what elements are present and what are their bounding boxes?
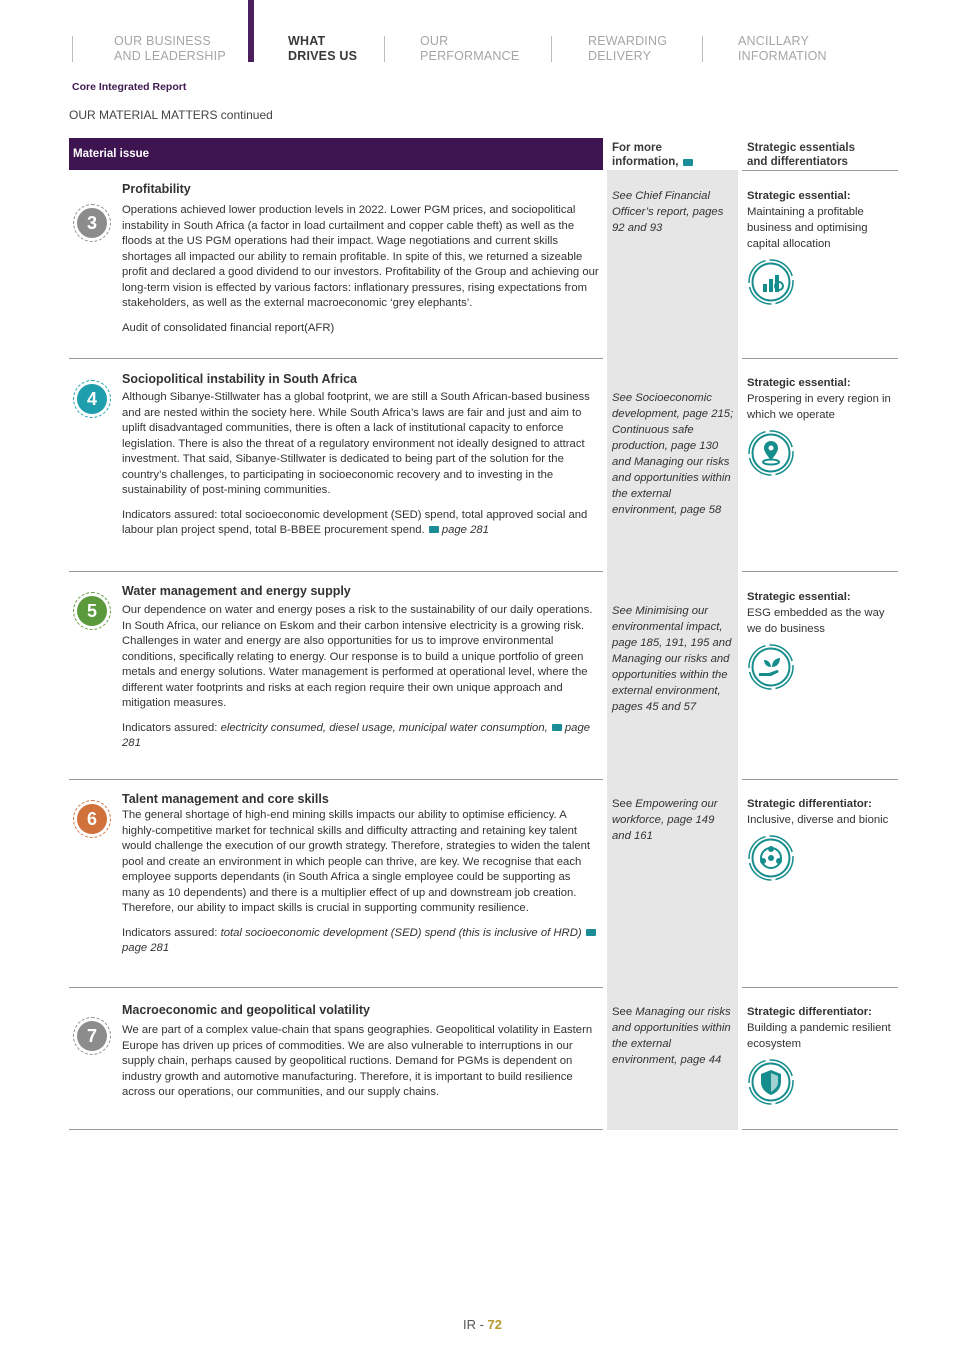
strategic-cell: [747, 796, 899, 887]
header-text: For more information,: [612, 142, 679, 168]
issue-title: Water management and energy supply: [122, 584, 351, 598]
nav-line: REWARDING: [588, 34, 668, 48]
header-text: and differentiators: [747, 156, 848, 168]
issue-number: 4: [77, 384, 107, 414]
divider: [69, 1129, 603, 1130]
folder-icon: [552, 724, 562, 731]
divider: [742, 1129, 898, 1130]
issue-number-badge: [73, 1017, 111, 1055]
nav-line: INFORMATION: [738, 49, 827, 63]
chart-growth-icon: [747, 252, 899, 311]
nav-line: AND LEADERSHIP: [114, 49, 226, 63]
active-nav-indicator: [248, 0, 254, 62]
material-issue-row: [69, 780, 898, 988]
section-label: Core Integrated Report: [72, 81, 187, 93]
hand-plant-icon: [747, 637, 899, 696]
issue-title: Profitability: [122, 182, 191, 196]
strategic-label: Strategic essential:: [747, 591, 851, 603]
nav-divider: [72, 36, 73, 62]
issue-description: [122, 203, 600, 345]
shield-icon: [747, 1052, 899, 1111]
page-reference-link[interactable]: page 281: [122, 721, 591, 749]
issue-title: Talent management and core skills: [122, 792, 329, 806]
material-issue-row: [69, 170, 898, 359]
issue-title: Macroeconomic and geopolitical volatility: [122, 1003, 370, 1017]
nav-line: WHAT: [288, 34, 326, 48]
issue-number-badge: [73, 800, 111, 838]
indicators: [122, 721, 600, 752]
nav-line: PERFORMANCE: [420, 49, 520, 63]
header-more-info: [612, 141, 722, 169]
reference-text: See Minimising our environmental impact, page 185, 191, 195 and Managing our risks and opportunities within the external environment, pages 45 and 57: [612, 605, 732, 713]
header-text: Strategic essentials: [747, 142, 856, 154]
page-number: [0, 1317, 965, 1332]
strategic-text: Maintaining a profitable business and optimising capital allocation: [747, 206, 868, 250]
issue-body: Although Sibanye-Stillwater has a global footprint, we are still a South African-based business and are nested within the society here. While South Africa’s laws are fair and just and aim to uplift disadvantaged communities, there is often a lack of institutional capacity to enforce legislation. There is also the threat of a regulatory environment not ideally designed to attract investment. That said, Sibanye-Stillwater is dedicated to being part of the solution for the country’s challenges, to participating in socioeconomic recovery and to investing in the sustainability of post-mining communities.: [122, 391, 590, 496]
indicators-label: Audit of consolidated financial report(AFR): [122, 321, 335, 334]
indicators: [122, 321, 600, 337]
issue-number: 7: [77, 1021, 107, 1051]
issue-title: Sociopolitical instability in South Africa: [122, 372, 357, 386]
strategic-label: Strategic differentiator:: [747, 1006, 872, 1018]
nav-line: DELIVERY: [588, 49, 652, 63]
page-prefix: IR -: [462, 1317, 488, 1332]
reference-text: Empowering our workforce, page 149 and 161: [612, 798, 718, 842]
folder-icon: [429, 526, 439, 533]
issue-description: [122, 603, 600, 761]
issue-number: 6: [77, 804, 107, 834]
strategic-label: Strategic essential:: [747, 190, 851, 202]
nav-our-business[interactable]: [114, 34, 226, 64]
more-info-reference[interactable]: [612, 603, 736, 715]
page-reference-link[interactable]: page 281: [122, 942, 170, 954]
reference-prefix: See: [612, 798, 636, 810]
indicators-list: total socioeconomic development (SED) spend (this is inclusive of HRD): [220, 926, 582, 939]
strategic-text: Inclusive, diverse and bionic: [747, 814, 889, 826]
material-issue-row: [69, 572, 898, 780]
nav-rewarding-delivery[interactable]: [588, 34, 667, 64]
page-reference-link[interactable]: page 281: [441, 524, 489, 536]
nav-divider: [702, 36, 703, 62]
nav-line: OUR BUSINESS: [114, 34, 211, 48]
reference-text: See Chief Financial Officer’s report, pages 92 and 93: [612, 190, 724, 234]
nav-line: DRIVES US: [288, 49, 358, 63]
strategic-cell: [747, 1004, 899, 1111]
folder-icon: [586, 929, 596, 936]
issue-number: 3: [77, 208, 107, 238]
indicators-list: electricity consumed, diesel usage, municipal water consumption,: [220, 721, 548, 734]
issue-body: Operations achieved lower production levels in 2022. Lower PGM prices, and sociopolitical instability in South Africa (a factor in load curtailment and copper cable theft) as well as the floods at the US PGM operations had their impact. Wage negotiations and current skills shortages all impacted our ability to remain profitable. In spite of this, we returned a sizeable profit and declared a good dividend to our investors. Profitability of the Group and achieving our long-term vision is effected by various factors: inflationary pressures, rising expectations from stakeholders, as well as the external macroeconomic ‘grey elephants’.: [122, 204, 599, 309]
reference-text: See Socioeconomic development, page 215; Continuous safe production, page 130 and Managing our risks and opportunities within the external environment, page 58: [612, 392, 734, 516]
material-issue-row: [69, 988, 898, 1130]
issue-body: Our dependence on water and energy poses a risk to the sustainability of our daily operations. In South Africa, our reliance on Eskom and their carbon intensive electricity is a growing risk. Challenges in water and energy are also opportunities for us to improve environmental conditions, specifically relating to energy. Our response is to build a unique portfolio of green metals and energy solutions. Water management is performed at operational level, where the different water footprints and risks at each region require their own unique approach and mitigation measures.: [122, 604, 593, 709]
issue-description: [122, 808, 600, 966]
strategic-cell: [747, 188, 899, 311]
material-issue-row: [69, 359, 898, 572]
strategic-label: Strategic essential:: [747, 377, 851, 389]
indicators-label: Indicators assured: total socioeconomic development (SED) spend, total approved social and labour plan project spend, total B-BBEE procurement spend.: [122, 508, 588, 536]
nav-divider: [384, 36, 385, 62]
strategic-label: Strategic differentiator:: [747, 798, 872, 810]
nav-line: OUR: [420, 34, 449, 48]
header-material-issue: Material issue: [69, 138, 603, 170]
issue-description: [122, 1023, 600, 1110]
reference-text: Managing our risks and opportunities within the external environment, page 44: [612, 1006, 731, 1066]
more-info-reference[interactable]: [612, 390, 736, 518]
strategic-text: Prospering in every region in which we operate: [747, 393, 891, 421]
nav-what-drives-us[interactable]: [288, 34, 357, 64]
indicators-label: Indicators assured:: [122, 926, 221, 939]
header-strategic: [747, 141, 855, 169]
more-info-reference[interactable]: [612, 796, 736, 844]
indicators-label: Indicators assured:: [122, 721, 221, 734]
nav-divider: [551, 36, 552, 62]
strategic-cell: [747, 375, 899, 482]
nav-line: ANCILLARY: [738, 34, 810, 48]
location-pin-icon: [747, 423, 899, 482]
people-circle-icon: [747, 828, 899, 887]
reference-prefix: See: [612, 1006, 636, 1018]
issue-number-badge: [73, 204, 111, 242]
more-info-reference[interactable]: [612, 188, 736, 236]
issue-number-badge: [73, 380, 111, 418]
strategic-text: Building a pandemic resilient ecosystem: [747, 1022, 891, 1050]
issue-body: We are part of a complex value-chain that spans geographies. Geopolitical volatility in Eastern Europe has driven up prices of commodities. We are also vulnerable to interruptions in our supply chain, perhaps caused by geopolitical ructions. Demand for PGMs is dependent on industry growth and automotive manufacturing. Therefore, it is important to build resilience across our operations, our communities, and our supply chains.: [122, 1024, 593, 1098]
issue-description: [122, 390, 600, 548]
strategic-cell: [747, 589, 899, 696]
indicators: [122, 926, 600, 957]
issue-number-badge: [73, 592, 111, 630]
page-value: 72: [487, 1317, 503, 1332]
strategic-text: ESG embedded as the way we do business: [747, 607, 885, 635]
indicators: [122, 508, 600, 539]
folder-icon: [683, 159, 693, 166]
nav-ancillary-information[interactable]: [738, 34, 827, 64]
nav-our-performance[interactable]: [420, 34, 519, 64]
issue-body: The general shortage of high-end mining skills impacts our ability to optimise efficiency. A highly-competitive market for technical skills and difficulty attracting and retaining key talent would challenge the execution of our growth strategy. Therefore, strategies to widen the talent pool and create an environment in which people can thrive, are key. We recognise that each employee supports dependants (in South Africa a single employee could be supporting as many as 10 dependents) and there is a multiplier effect of up and downstream job creation. Therefore, our ability to impact skills is crucial in supporting community resilience.: [122, 809, 591, 914]
more-info-reference[interactable]: [612, 1004, 736, 1068]
issue-number: 5: [77, 596, 107, 626]
page-subtitle: OUR MATERIAL MATTERS continued: [69, 108, 273, 122]
